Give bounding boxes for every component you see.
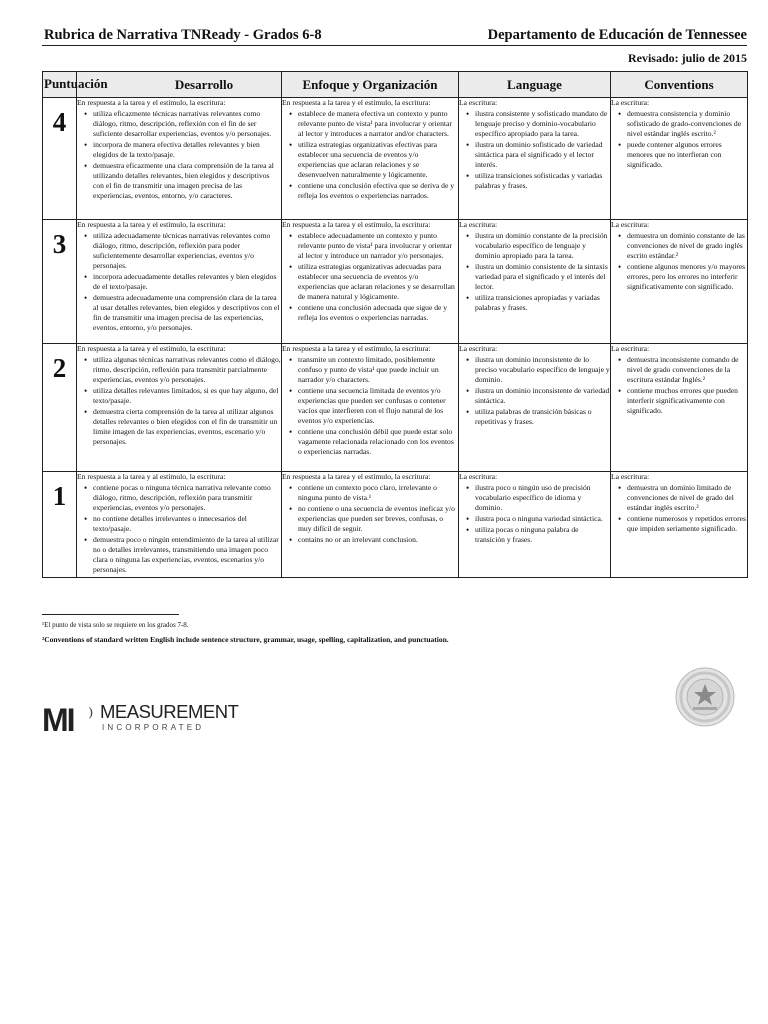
tennessee-education-seal-icon [675,665,735,729]
criteria-item: • utiliza pocas o ninguna palabra de transición y frases. [469,525,610,545]
criteria-item: • demuestra un dominio limitado de convenciones de nivel de grado del estándar inglés escrito.² [621,483,747,513]
criteria-item: • demuestra poco o ningún entendimiento de la tarea al utilizar no o detalles irrelevantes, transmitiendo una imagen poco clara o ninguna las experiencias, eventos, escenarios y/o personajes. [87,535,281,575]
criteria-item: • ilustra un dominio inconsistente de variedad sintáctica. [469,386,610,406]
language-cell [459,220,611,344]
score-cell [43,472,77,578]
criteria-item: • utiliza detalles relevantes limitados, si es que hay alguno, del texto/pasaje. [87,386,281,406]
focus-cell [282,472,459,578]
criteria-item: • contiene una conclusión adecuada que sigue de y refleja los eventos o experiencias narradas. [292,303,458,323]
cell-intro: La escritura: [459,344,498,353]
rubric-row [43,472,748,578]
score-cell [43,344,77,472]
cell-intro: La escritura: [459,220,498,229]
language-cell [459,472,611,578]
rubric-row [43,220,748,344]
criteria-list [611,483,747,534]
development-cell [77,98,282,220]
criteria-list [282,231,458,323]
criteria-list [459,231,610,313]
focus-cell [282,344,459,472]
score-value: 1 [52,481,67,511]
criteria-item: • contiene una conclusión débil que puede estar solo vagamente relacionada relacionado con los eventos o experiencias narradas. [292,427,458,457]
column-header-score: Puntuación [43,72,77,98]
criteria-item: • demuestra cierta comprensión de la tarea al utilizar algunos detalles relevantes o bien elegidos con el fin de transmitir un limite imagen de las experiencias, eventos, escenario y/o personajes. [87,407,281,447]
criteria-item: • transmite un contexto limitado, posiblemente confuso y punto de vista¹ que puede incluir un narrador y/o characters. [292,355,458,385]
criteria-item: • demuestra inconsistente comando de nivel de grado convenciones de la escritura estándar Inglés.² [621,355,747,385]
header-divider [42,45,747,46]
criteria-list [282,355,458,457]
criteria-item: • no contiene o una secuencia de eventos ineficaz y/o experiencias que pueden ser breves, confusas, o muy difícil de seguir. [292,504,458,534]
criteria-item: • contiene pocas o ninguna técnica narrativa relevante como diálogo, ritmo, descripción, reflexión para transmitir experiencias, eventos y/o personajes. [87,483,281,513]
criteria-item: • ilustra un dominio sofisticado de variedad sintáctica para el significado y el lector interés. [469,140,610,170]
rubric-header-row [43,72,748,98]
department-name: Departamento de Educación de Tennessee [487,27,747,43]
criteria-list [459,109,610,191]
criteria-item: • demuestra adecuadamente una comprensión clara de la tarea al usar detalles relevantes, bien elegidos y descriptivos con el fin de transmitir una imagen precisa de las experiencias, eventos, entorno, y/o personajes. [87,293,281,333]
criteria-item: • no contiene detalles irrelevantes o innecesarios del texto/pasaje. [87,514,281,534]
conventions-cell [611,98,748,220]
criteria-item: • demuestra consistencia y dominio sofisticado de grado-convenciones de nivel estándar inglés escrito.² [621,109,747,139]
cell-intro: La escritura: [611,98,650,107]
footnote-divider [42,614,179,615]
page-title: Rubrica de Narrativa TNReady - Grados 6-8 [44,27,322,43]
score-value: 2 [52,353,67,383]
score-value: 4 [52,107,67,137]
cell-intro: En respuesta a la tarea y el estímulo, la escritura: [77,98,226,107]
cell-intro: La escritura: [459,98,498,107]
cell-intro: En respuesta a la tarea y el estímulo, la escritura: [282,220,431,229]
column-header-conventions: Conventions [611,72,748,98]
criteria-list [611,231,747,292]
criteria-item: • puede contener algunos errores menores que no interfieran con significado. [621,140,747,170]
criteria-item: • ilustra un dominio consistente de la sintaxis variedad para el significado y el interés del lector. [469,262,610,292]
logo-mark: MI [42,702,74,738]
criteria-item: • demuestra eficazmente una clara comprensión de la tarea al utilizando detalles relevantes, bien elegidos y descriptivos con el fin de transmitir una imagen precisa de las experiencias, eventos, entorno, y/o caracteres. [87,161,281,201]
criteria-item: • utiliza estrategias organizativas efectivas para establecer una secuencia de eventos y/o experiencias que aclaran relaciones y se desenvuelven naturalmente y lógicamente. [292,140,458,180]
criteria-item: • utiliza transiciones sofisticadas y variadas palabras y frases. [469,171,610,191]
criteria-item: • ilustra un dominio inconsistente de lo preciso vocabulario específico de lenguaje y dominio. [469,355,610,385]
criteria-item: • ilustra poca o ninguna variedad sintáctica. [469,514,610,524]
criteria-list [77,355,281,447]
logo-separator: ⁾ [88,704,94,729]
cell-intro: La escritura: [611,472,650,481]
criteria-item: • establece adecuadamente un contexto y punto relevante punto de vista¹ para involucrar y orientar al lector y introduce un narrador y/o personajes. [292,231,458,261]
criteria-item: • ilustra poco o ningún uso de precisión vocabulario específico de idioma y dominio. [469,483,610,513]
cell-intro: En respuesta a la tarea y el estímulo, la escritura: [77,220,226,229]
criteria-list [611,355,747,416]
criteria-list [77,483,281,575]
criteria-item: • contiene algunos menores y/o mayores errores, pero los errores no interferir significativamente con significado. [621,262,747,292]
criteria-item: • incorpora adecuadamente detalles relevantes y bien elegidos de el texto/pasaje. [87,272,281,292]
criteria-item: • contiene un contexto poco claro, irrelevante o ninguna punto de vista.¹ [292,483,458,503]
criteria-item: • contiene numerosos y repetidos errores que impiden seriamente significado. [621,514,747,534]
criteria-item: • ilustra consistente y sofisticado mandato de lenguaje preciso y dominio-vocabulario específico apropiado para la tarea. [469,109,610,139]
criteria-item: • contiene una conclusión efectiva que se deriva de y refleja los eventos o experiencias narrados. [292,181,458,201]
score-cell [43,220,77,344]
criteria-item: • utiliza transiciones apropiadas y variadas palabras y frases. [469,293,610,313]
language-cell [459,98,611,220]
logo-subtitle: INCORPORATED [102,723,205,732]
development-cell [77,472,282,578]
criteria-list [77,109,281,201]
rubric-row [43,344,748,472]
criteria-item: • establece de manera efectiva un contexto y punto relevante punto de vista¹ para involucrar y orientar al lector y introduces a narrator and/or characters. [292,109,458,139]
criteria-item: • utiliza eficazmente técnicas narrativas relevantes como diálogo, ritmo, descripción, reflexión con el fin de ser suficiente desarrollar experiencias, eventos y/o personajes. [87,109,281,139]
cell-intro: En respuesta a la tarea y al estímulo, la escritura: [77,472,226,481]
cell-intro: La escritura: [611,344,650,353]
cell-intro: La escritura: [611,220,650,229]
footnote-1: ¹El punto de vista solo se requiere en los grados 7-8. [42,621,189,629]
criteria-item: • ilustra un dominio constante de la precisión vocabulario específico de lenguaje y dominio apropiado para la tarea. [469,231,610,261]
measurement-incorporated-logo [42,700,242,738]
focus-cell [282,98,459,220]
cell-intro: En respuesta a la tarea y el estímulo, la escritura: [282,472,431,481]
score-cell [43,98,77,220]
conventions-cell [611,472,748,578]
development-cell [77,344,282,472]
cell-intro: En respuesta a la tarea y el estímulo, la escritura: [77,344,226,353]
criteria-list [77,231,281,333]
cell-intro: En respuesta a la tarea y el estímulo, la escritura: [282,344,431,353]
column-header-language: Language [459,72,611,98]
criteria-item: • incorpora de manera efectiva detalles relevantes y bien elegidos de la texto/pasaje. [87,140,281,160]
footnote-2: ²Conventions of standard written English include sentence structure, grammar, usage, spelling, capitalization, and punctuation. [42,635,449,644]
conventions-cell [611,220,748,344]
criteria-list [459,355,610,427]
cell-intro: En respuesta a la tarea y el estímulo, la escritura: [282,98,431,107]
criteria-item: • utiliza palabras de transición básicas o repetitivas y frases. [469,407,610,427]
criteria-list [282,483,458,545]
criteria-item: • contiene una secuencia limitada de eventos y/o experiencias que pueden ser confusas o contener vacíos que interfieren con el flujo natural de los eventos y/o experiencias. [292,386,458,426]
development-cell [77,220,282,344]
rubric-row [43,98,748,220]
criteria-list [611,109,747,170]
rubric-table [42,71,748,578]
column-header-focus: Enfoque y Organización [282,72,459,98]
cell-intro: La escritura: [459,472,498,481]
column-header-development: Desarrollo [77,72,282,98]
criteria-list [282,109,458,201]
score-value: 3 [52,229,67,259]
criteria-list [459,483,610,545]
language-cell [459,344,611,472]
focus-cell [282,220,459,344]
criteria-item: • contiene muchos errores que pueden interferir significativamente con significado. [621,386,747,416]
conventions-cell [611,344,748,472]
criteria-item: • utiliza algunas técnicas narrativas relevantes como el diálogo, ritmo, descripción, reflexión para transmitir parcialmente experiencias, eventos y/o personajes. [87,355,281,385]
logo-name: MEASUREMENT [100,701,239,722]
criteria-item: • contains no or an irrelevant conclusion. [292,535,458,545]
criteria-item: • utiliza adecuadamente técnicas narrativas relevantes como diálogo, ritmo, descripción, reflexión para poder suficientemente desarrollar experiencias, eventos y/o personajes. [87,231,281,271]
criteria-item: • demuestra un dominio constante de las convenciones de nivel de grado inglés escrito estándar.² [621,231,747,261]
criteria-item: • utiliza estrategias organizativas adecuadas para establecer una secuencia de eventos y/o experiencias que aclaran relaciones y se desarrollan de manera natural y lógicamente. [292,262,458,302]
revision-date: Revisado: julio de 2015 [627,51,747,65]
